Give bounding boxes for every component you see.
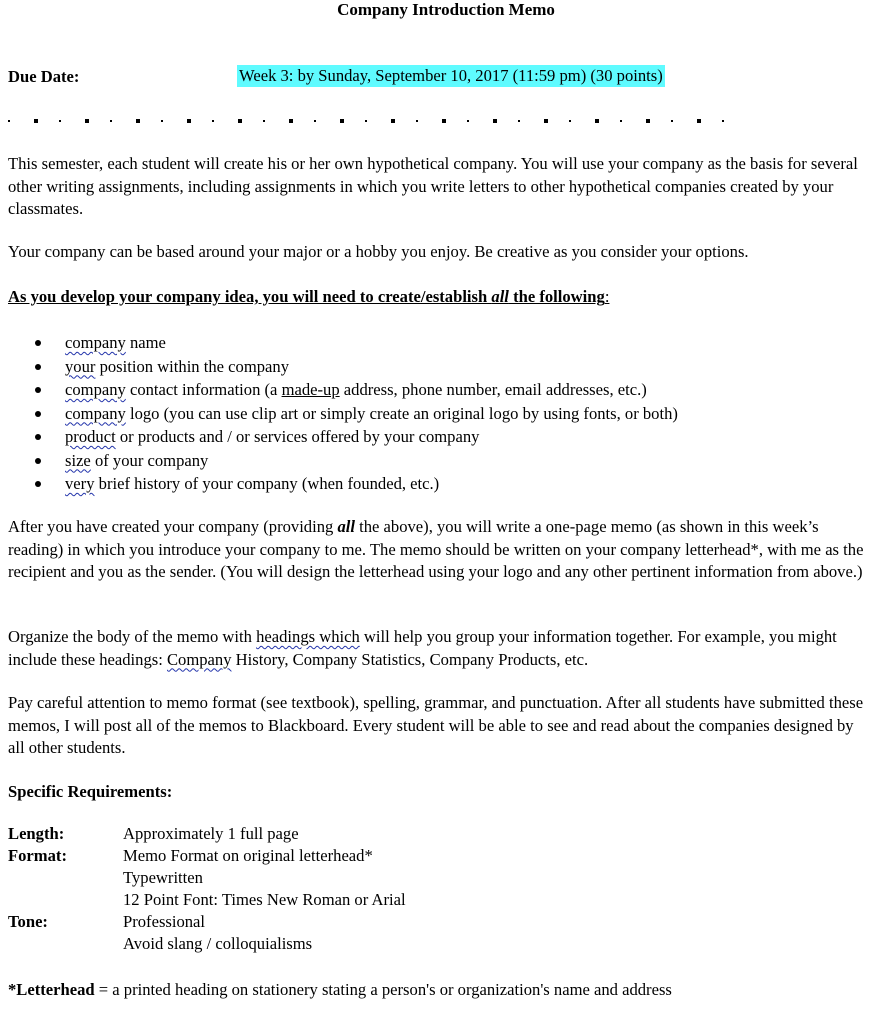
separator-dot [391,119,395,123]
separator-dot [595,119,599,123]
requirements-bullet-list [32,331,678,496]
bullet-icon [35,387,41,393]
bullet-icon [35,364,41,370]
bullet-icon [35,411,41,417]
bullet-icon [35,340,41,346]
separator-dot [442,119,446,123]
list-item: company contact information (a made-up address, phone number, email addresses, etc.) [32,378,678,402]
document-title: Company Introduction Memo [337,0,555,19]
separator-dot [544,119,548,123]
separator-dot [467,120,469,122]
bullet-icon [35,434,41,440]
separator-dot [518,120,520,122]
separator-dot [697,119,701,123]
list-item: size of your company [32,449,678,473]
separator-dot [59,120,61,122]
separator-dot [340,119,344,123]
due-date-value: Week 3: by Sunday, September 10, 2017 (11:59 pm) (30 points) [239,66,663,85]
separator-dot [289,119,293,123]
separator-dot [85,119,89,123]
letterhead-footnote: *Letterhead = a printed heading on stationery stating a person's or organization's name and address [8,980,672,999]
separator-dot [212,120,214,122]
separator-dot [569,120,571,122]
format-paragraph: Pay careful attention to memo format (see textbook), spelling, grammar, and punctuation. After all students have submitted these memos, I will post all of the memos to Blackboard. Every student will be able to see and read about the companies designed by all other students. [8,693,864,757]
list-item: your position within the company [32,355,678,379]
separator-dot [8,120,10,122]
separator-dot [34,119,38,123]
separator-dot [416,120,418,122]
separator-dot [238,119,242,123]
list-item: company name [32,331,678,355]
bullet-icon [35,481,41,487]
organize-paragraph: Organize the body of the memo with headings which will help you group your information together. For example, you might include these headings: Company History, Company Statistics, Company Products, etc. [8,627,837,669]
list-item: product or products and / or services offered by your company [32,425,678,449]
separator-dot [620,120,622,122]
due-date-row [8,65,884,89]
based-paragraph: Your company can be based around your major or a hobby you enjoy. Be creative as you consider your options. [8,242,749,261]
separator-dot [187,119,191,123]
bullet-icon [35,458,41,464]
separator-dot [161,120,163,122]
intro-paragraph: This semester, each student will create his or her own hypothetical company. You will use your company as the basis for several other writing assignments, including assignments in which you write letters to other hypothetical companies created by your classmates. [8,154,858,218]
due-date-label: Due Date: [8,67,80,86]
develop-heading-text: As you develop your company idea, you will need to create/establish all the following [8,287,605,306]
separator-dot [136,119,140,123]
after-created-paragraph: After you have created your company (providing all the above), you will write a one-page memo (as shown in this week’s reading) in which you introduce your company to me. The memo should be written on your company letterhead*, with me as the recipient and you as the sender. (You will design the letterhead using your logo and any other pertinent information from above.) [8,517,864,581]
separator-dot [671,120,673,122]
separator-dot [646,119,650,123]
list-item: very brief history of your company (when founded, etc.) [32,472,678,496]
develop-heading: As you develop your company idea, you will need to create/establish all the following: [8,287,610,306]
separator-dot [314,120,316,122]
separator-dot [263,120,265,122]
separator-dot [110,120,112,122]
separator-dot [722,120,724,122]
separator-dot [493,119,497,123]
dotted-separator [8,116,728,128]
specific-requirements-heading: Specific Requirements: [8,782,173,801]
list-item: company logo (you can use clip art or simply create an original logo by using fonts, or both) [32,402,678,426]
separator-dot [365,120,367,122]
